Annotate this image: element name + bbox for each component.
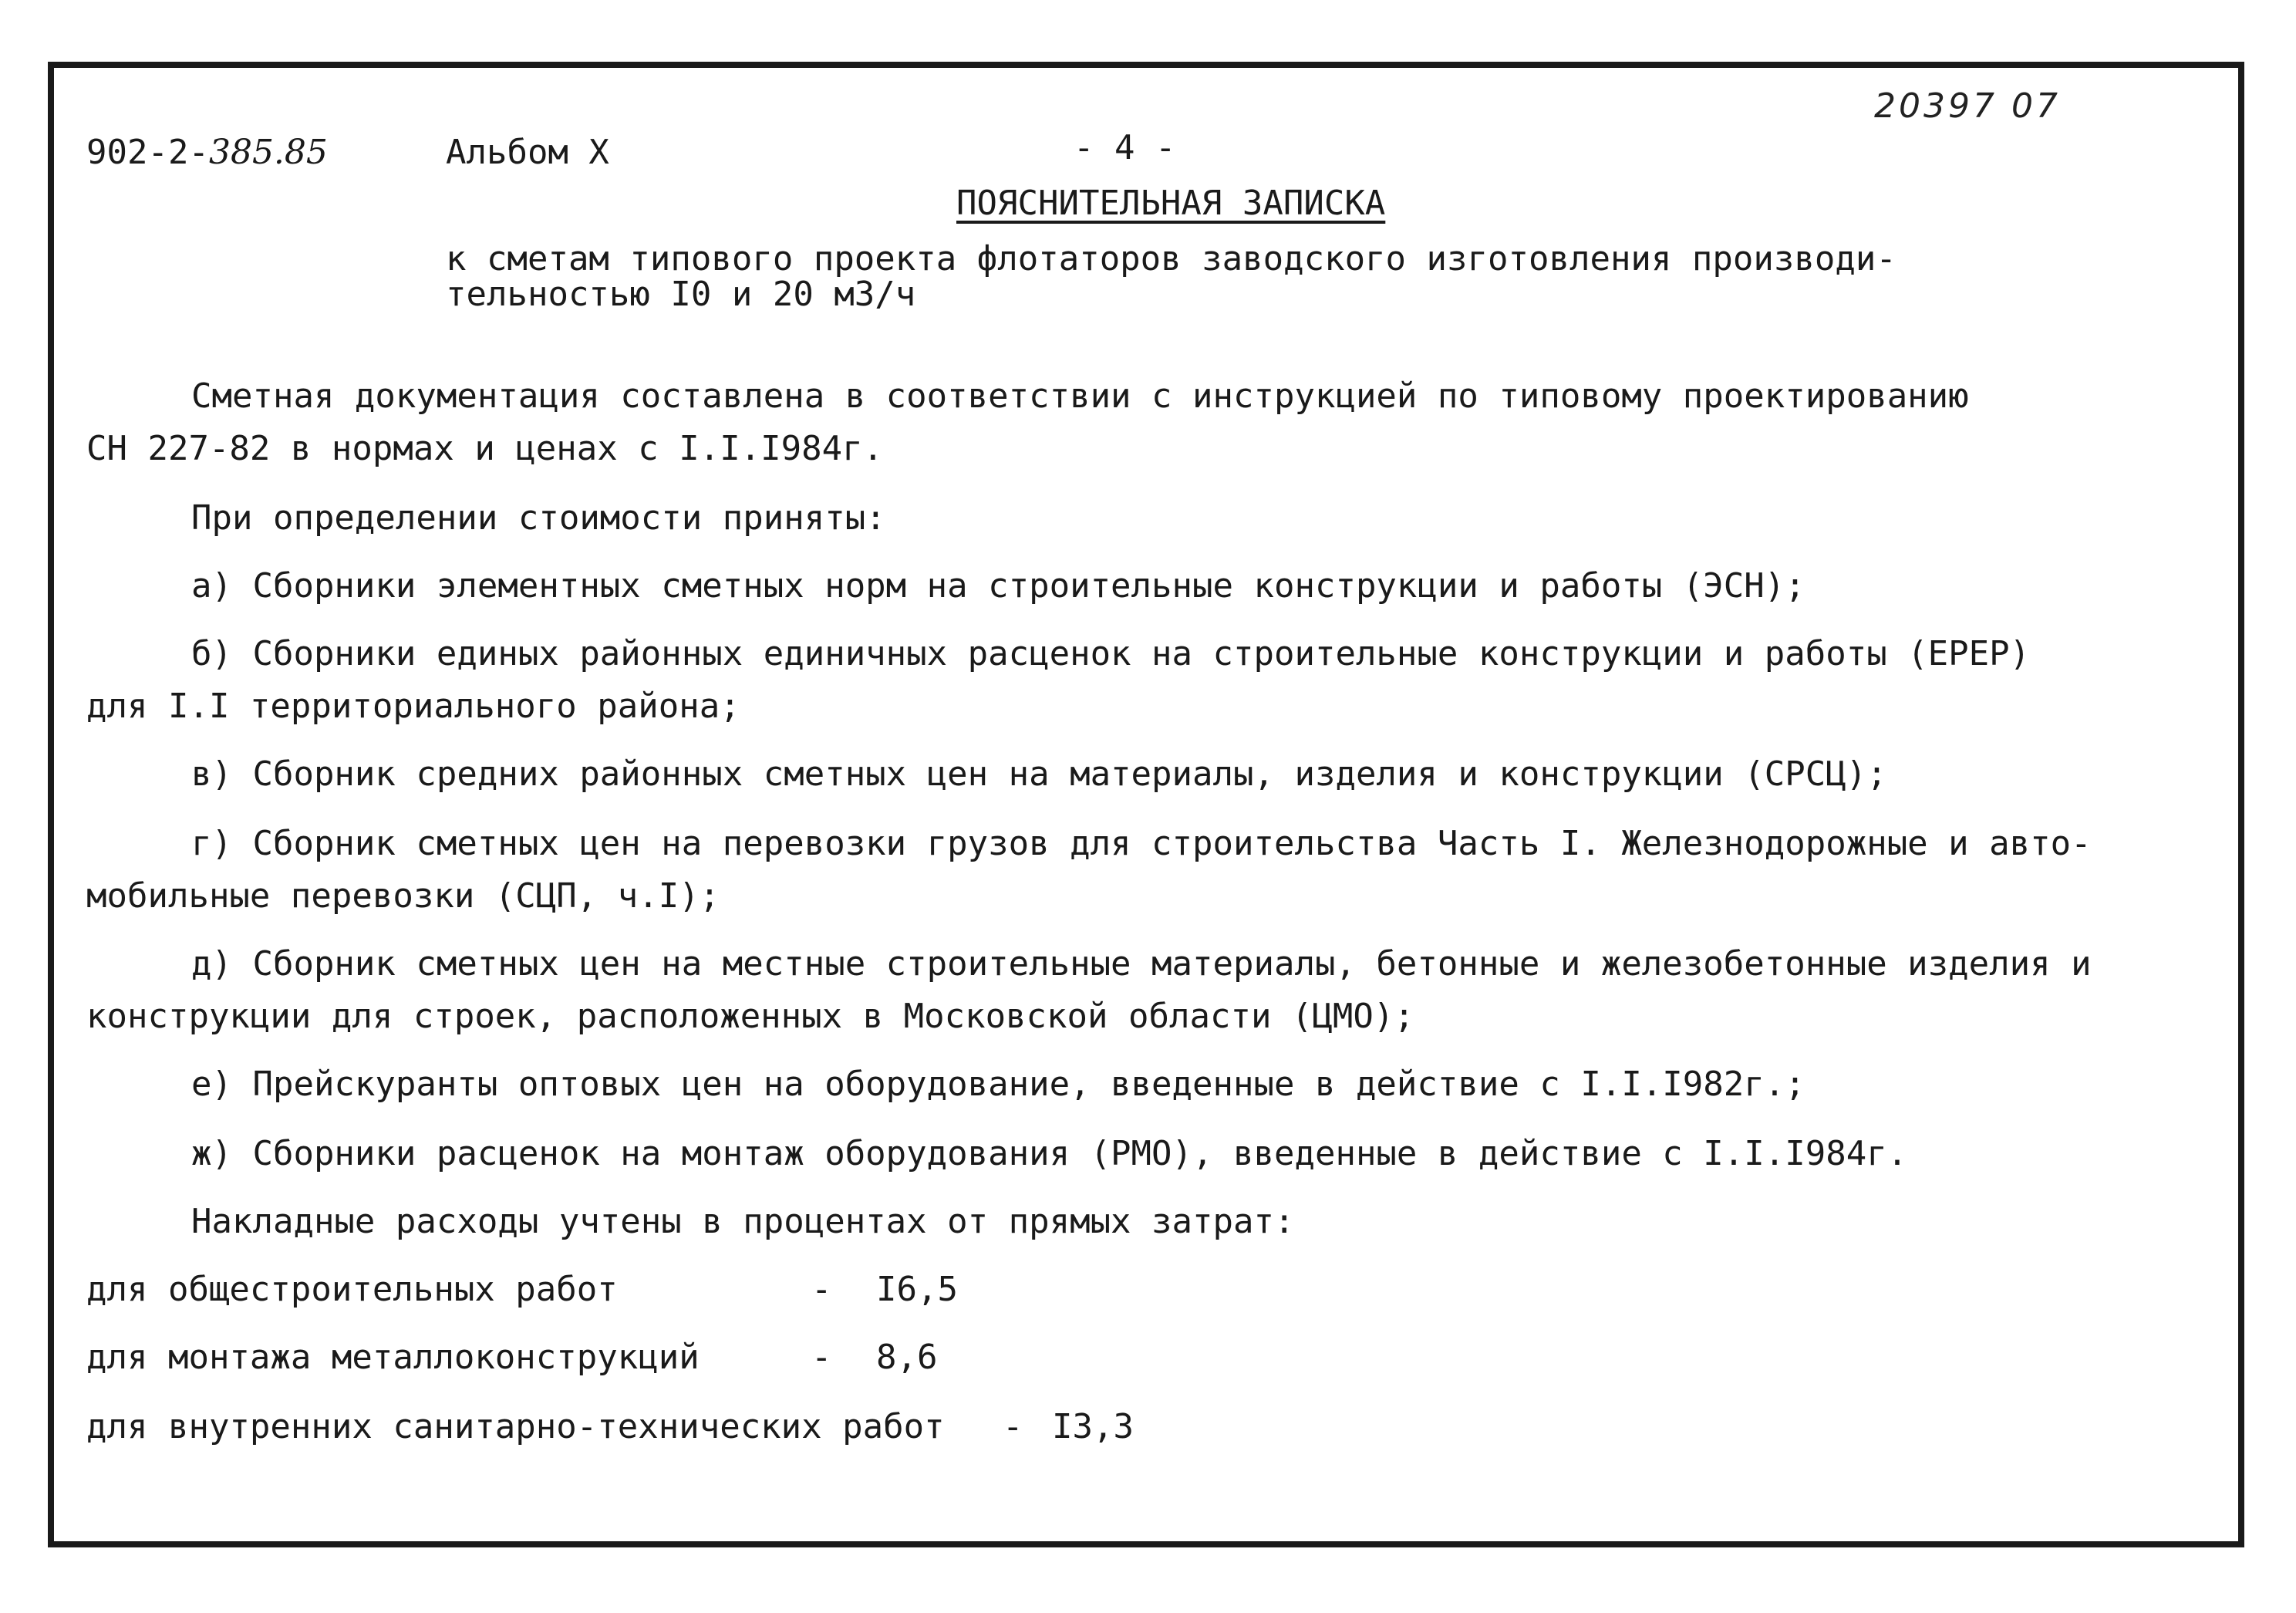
list-item-zh: ж) Сборники расценок на монтаж оборудования (РМО), введенные в действие с I.I.I984г. [191,1134,1908,1173]
project-code [86,133,328,172]
list-item-g-line-2: мобильные перевозки (СЦП, ч.I); [86,876,720,916]
page-title: ПОЯСНИТЕЛЬНАЯ ЗАПИСКА [956,184,1386,223]
subtitle-line-1: к сметам типового проекта флотаторов заводского изготовления производи- [446,239,1896,278]
list-item-b-line-2: для I.I территориального района; [86,687,740,726]
list-item-d-line-1: д) Сборник сметных цен на местные строительные материалы, бетонные и железобетонные изделия и [191,944,2092,984]
doc-number: 20397 07 [1874,86,2061,126]
overhead-label: для общестроительных работ [86,1270,618,1309]
document-frame [48,62,2244,1547]
paragraph-2: При определении стоимости приняты: [191,498,886,538]
paragraph-1-line-2: СН 227-82 в нормах и ценах с I.I.I984г. [86,429,884,468]
overhead-value: I3,3 [1052,1407,1134,1446]
list-item-g-line-1: г) Сборник сметных цен на перевозки грузов для строительства Часть I. Железнодорожные и авто- [191,824,2092,863]
overhead-dash: - [811,1338,832,1377]
overhead-label: для монтажа металлоконструкций [86,1338,700,1377]
overhead-value: 8,6 [876,1338,938,1377]
overhead-value: I6,5 [876,1270,958,1309]
overhead-dash: - [811,1270,832,1309]
overhead-dash: - [1003,1407,1023,1446]
overhead-label: для внутренних санитарно-технических работ [86,1407,945,1446]
paragraph-3: Накладные расходы учтены в процентах от прямых затрат: [191,1202,1295,1241]
list-item-d-line-2: конструкции для строек, расположенных в Московской области (ЦМО); [86,997,1414,1036]
album-label: Альбом X [446,133,609,172]
list-item-e: е) Прейскуранты оптовых цен на оборудование, введенные в действие с I.I.I982г.; [191,1065,1805,1104]
project-code-suffix: 385.85 [208,133,328,172]
list-item-b-line-1: б) Сборники единых районных единичных расценок на строительные конструкции и работы (ЕРЕР) [191,634,2031,673]
list-item-a: а) Сборники элементных сметных норм на строительные конструкции и работы (ЭСН); [191,566,1805,606]
list-item-v: в) Сборник средних районных сметных цен на материалы, изделия и конструкции (СРСЦ); [191,754,1887,794]
paragraph-1-line-1: Сметная документация составлена в соответствии с инструкцией по типовому проектированию [191,376,1969,416]
page-number: - 4 - [1074,128,1176,167]
project-code-prefix: 902-2- [86,133,209,172]
subtitle-line-2: тельностью I0 и 20 м3/ч [446,275,916,314]
